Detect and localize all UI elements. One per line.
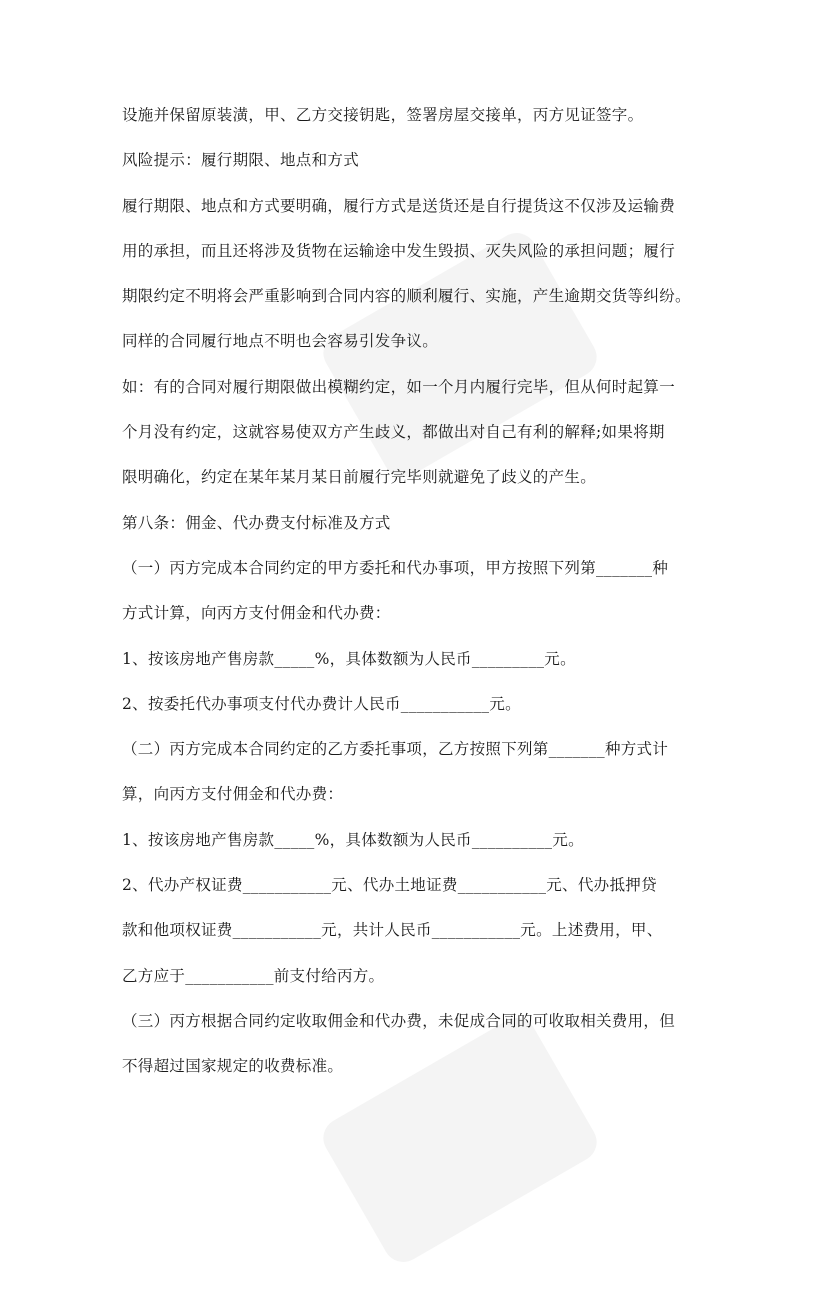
paragraph-line: 算，向丙方支付佣金和代办费： bbox=[122, 785, 344, 804]
paragraph-line: 设施并保留原装潢，甲、乙方交接钥匙，签署房屋交接单，丙方见证签字。 bbox=[122, 106, 644, 124]
paragraph-line: 用的承担，而且还将涉及货物在运输途中发生毁损、灭失风险的承担问题；履行 bbox=[122, 241, 676, 260]
paragraph-line: 同样的合同履行地点不明也会容易引发争议。 bbox=[122, 332, 439, 351]
paragraph-line: 2、按委托代办事项支付代办费计人民币___________元。 bbox=[122, 694, 521, 713]
paragraph-line: 方式计算，向丙方支付佣金和代办费： bbox=[122, 604, 391, 623]
paragraph-line: 乙方应于___________前支付给丙方。 bbox=[122, 966, 385, 985]
article-heading: 第八条：佣金、代办费支付标准及方式 bbox=[122, 513, 391, 532]
paragraph-line: 履行期限、地点和方式要明确，履行方式是送货还是自行提货这不仅涉及运输费 bbox=[122, 196, 676, 215]
paragraph-line: 1、按该房地产售房款_____%，具体数额为人民币_________元。 bbox=[122, 649, 576, 668]
paragraph-line: 期限约定不明将会严重影响到合同内容的顺利履行、实施，产生逾期交货等纠纷。 bbox=[122, 287, 691, 306]
risk-heading: 风险提示：履行期限、地点和方式 bbox=[122, 151, 360, 170]
paragraph-line: （三）丙方根据合同约定收取佣金和代办费，未促成合同的可收取相关费用，但 bbox=[122, 1011, 676, 1030]
paragraph-line: 个月没有约定，这就容易使双方产生歧义，都做出对自己有利的解释;如果将期 bbox=[122, 423, 665, 442]
paragraph-line: 不得超过国家规定的收费标准。 bbox=[122, 1057, 344, 1076]
paragraph-line: 2、代办产权证费___________元、代办土地证费___________元、代办抵押贷 bbox=[122, 876, 657, 895]
paragraph-line: 如：有的合同对履行期限做出模糊约定，如一个月内履行完毕，但从何时起算一 bbox=[122, 377, 676, 396]
paragraph-line: 1、按该房地产售房款_____%，具体数额为人民币__________元。 bbox=[122, 830, 584, 849]
document-body bbox=[122, 103, 712, 1078]
paragraph-line: （一）丙方完成本合同约定的甲方委托和代办事项，甲方按照下列第_______种 bbox=[122, 558, 669, 577]
paragraph-line: 款和他项权证费___________元，共计人民币___________元。上述费用，甲、 bbox=[122, 921, 663, 940]
paragraph-line: （二）丙方完成本合同约定的乙方委托事项，乙方按照下列第_______种方式计 bbox=[122, 740, 669, 759]
paragraph-line: 限明确化，约定在某年某月某日前履行完毕则就避免了歧义的产生。 bbox=[122, 468, 597, 487]
